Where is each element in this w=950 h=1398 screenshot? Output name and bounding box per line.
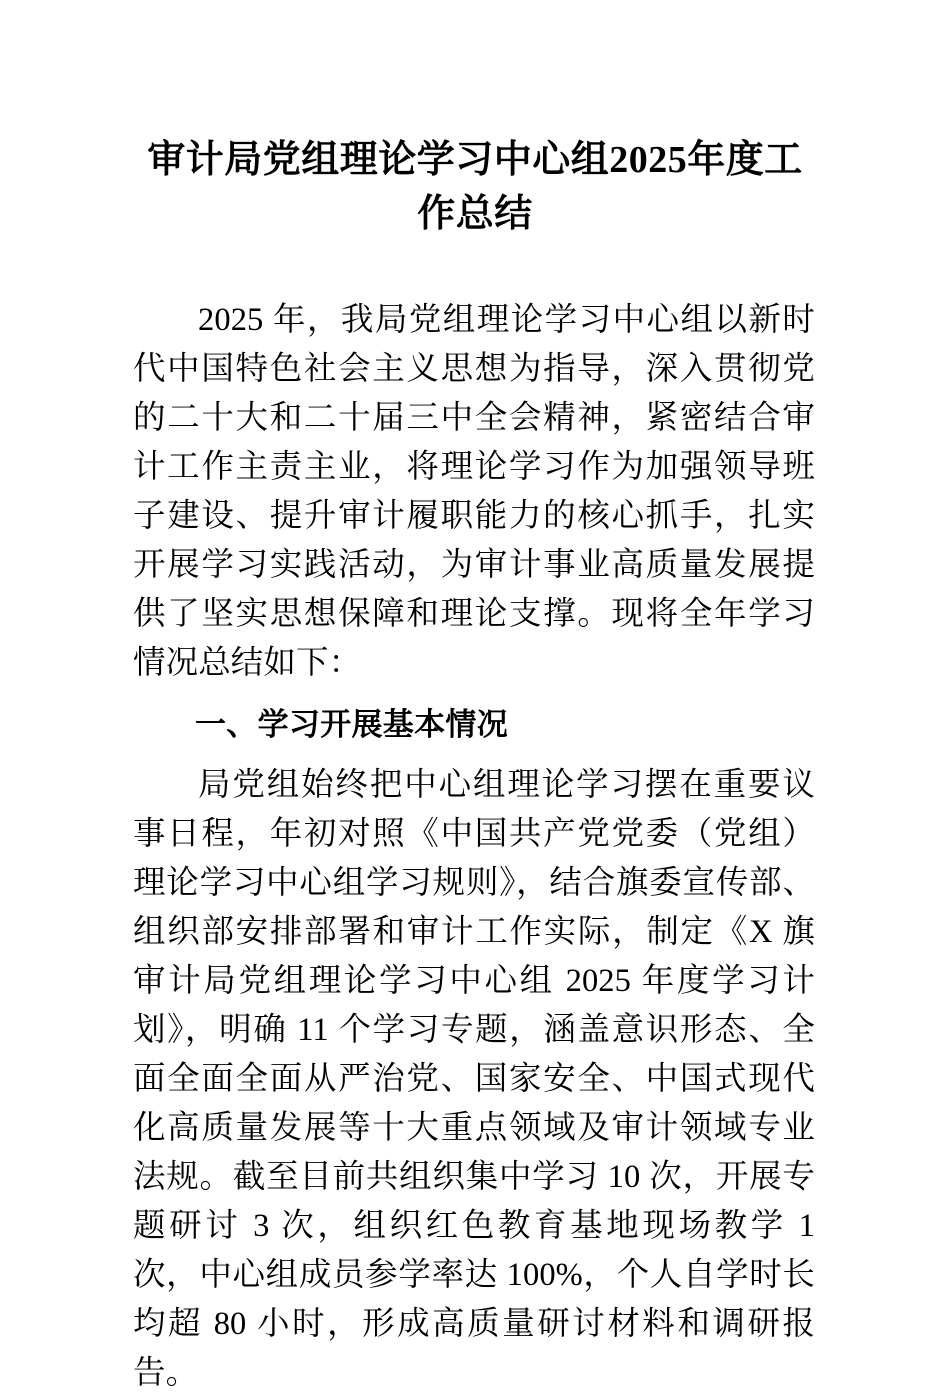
heading-spacer: [133, 749, 815, 761]
paragraph-intro: 2025 年，我局党组理论学习中心组以新时代中国特色社会主义思想为指导，深入贯彻党的二十大和二十届三中全会精神，紧密结合审计工作主责主业，将理论学习作为加强领导班子建设、提升审计履职能力的核心抓手，扎实开展学习实践活动，为审计事业高质量发展提供了坚实思想保障和理论支撑。现将全年学习情况总结如下：: [133, 302, 815, 681]
document-title: 审计局党组理论学习中心组2025年度工作总结: [147, 139, 803, 236]
paragraph-spacer: [133, 688, 815, 700]
paragraph-section-1-body: 局党组始终把中心组理论学习摆在重要议事日程，年初对照《中国共产党党委（党组）理论学习中心组学习规则》，结合旗委宣传部、组织部安排部署和审计工作实际，制定《X 旗审计局党组理论学习中心组 2025 年度学习计划》，明确 11 个学习专题，涵盖意识形态、全面全面全面从严治党、国家安全、中国式现代化高质量发展等十大重点领域及审计领域专业法规。截至目前共组织集中学习 10 次，开展专题研讨 3 次，组织红色教育基地现场教学 1 次，中心组成员参学率达 100%，个人自学时长均超 80 小时，形成高质量研讨材料和调研报告。: [133, 767, 815, 1391]
section-heading-1: 一、学习开展基本情况: [195, 707, 508, 742]
document-body: [133, 296, 815, 1398]
